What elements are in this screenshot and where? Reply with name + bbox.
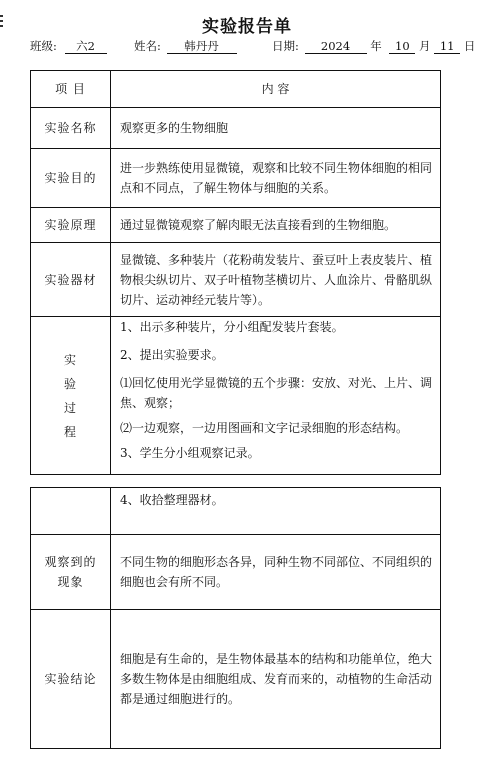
observation-content: 不同生物的细胞形态各异，同种生物不同部位、不同组织的细胞也会有所不同。 <box>111 535 441 610</box>
experiment-materials-label: 实验器材 <box>31 243 111 317</box>
experiment-principle-label: 实验原理 <box>31 208 111 243</box>
experiment-purpose-label: 实验目的 <box>31 149 111 208</box>
month-value: 10 <box>389 40 415 54</box>
process-label-char: 实 <box>63 352 77 367</box>
month-unit: 月 <box>419 39 431 53</box>
class-label: 班级: <box>30 39 57 53</box>
date-label: 日期: <box>272 39 299 53</box>
experiment-materials-content: 显微镜、多种装片（花粉萌发装片、蚕豆叶上表皮装片、植物根尖纵切片、双子叶植物茎横切片、人血涂片、骨骼肌纵切片、运动神经元装片等）。 <box>111 243 441 317</box>
process-continued-row <box>31 488 441 535</box>
observation-label-line1: 观察到的 <box>44 555 97 569</box>
experiment-name-content: 观察更多的生物细胞 <box>111 108 441 149</box>
experiment-principle-content: 通过显微镜观察了解肉眼无法直接看到的生物细胞。 <box>111 208 441 243</box>
content-header: 内 容 <box>111 71 441 108</box>
process-step: ⑵一边观察，一边用图画和文字记录细胞的形态结构。 <box>120 421 409 435</box>
observation-label-line2: 现象 <box>57 575 84 589</box>
page-title: 实验报告单 <box>202 17 292 37</box>
experiment-name-label: 实验名称 <box>31 108 111 149</box>
process-label-char: 验 <box>63 376 77 391</box>
conclusion-label: 实验结论 <box>31 610 111 749</box>
name-label: 姓名: <box>134 39 161 53</box>
experiment-process-label <box>31 317 111 475</box>
experiment-materials-row <box>31 243 441 317</box>
process-step: 1、出示多种装片，分小组配发装片套装。 <box>120 320 344 334</box>
process-label-char: 过 <box>63 400 77 415</box>
class-field <box>30 38 107 54</box>
process-continued-content: 4、收拾整理器材。 <box>111 488 441 535</box>
experiment-process-row <box>31 317 441 475</box>
day-unit: 日 <box>463 39 476 53</box>
class-value: 六2 <box>65 40 107 54</box>
name-field <box>134 38 237 54</box>
conclusion-row <box>31 610 441 749</box>
process-step: ⑴回忆使用光学显微镜的五个步骤：安放、对光、上片、调焦、观察； <box>120 376 433 410</box>
year-unit: 年 <box>370 39 382 53</box>
observation-label <box>31 535 111 610</box>
table-header-row <box>31 71 441 108</box>
experiment-purpose-content: 进一步熟练使用显微镜，观察和比较不同生物体细胞的相同点和不同点，了解生物体与细胞的关系。 <box>111 149 441 208</box>
process-continued-label <box>31 488 111 535</box>
day-value: 11 <box>434 40 460 54</box>
item-header: 项 目 <box>31 71 111 108</box>
name-value: 韩丹丹 <box>167 40 237 54</box>
experiment-purpose-row <box>31 149 441 208</box>
experiment-process-content <box>111 317 441 475</box>
process-step: 3、学生分小组观察记录。 <box>120 446 260 460</box>
date-field <box>272 38 475 54</box>
experiment-name-row <box>31 108 441 149</box>
report-table-page2 <box>30 487 441 749</box>
conclusion-content: 细胞是有生命的，是生物体最基本的结构和功能单位，绝大多数生物体是由细胞组成、发育而来的，动植物的生命活动都是通过细胞进行的。 <box>111 610 441 749</box>
experiment-principle-row <box>31 208 441 243</box>
process-label-char: 程 <box>63 424 77 439</box>
year-value: 2024 <box>305 40 367 54</box>
process-step: 2、提出实验要求。 <box>120 348 224 362</box>
observation-row <box>31 535 441 610</box>
report-table-page1 <box>30 70 441 475</box>
